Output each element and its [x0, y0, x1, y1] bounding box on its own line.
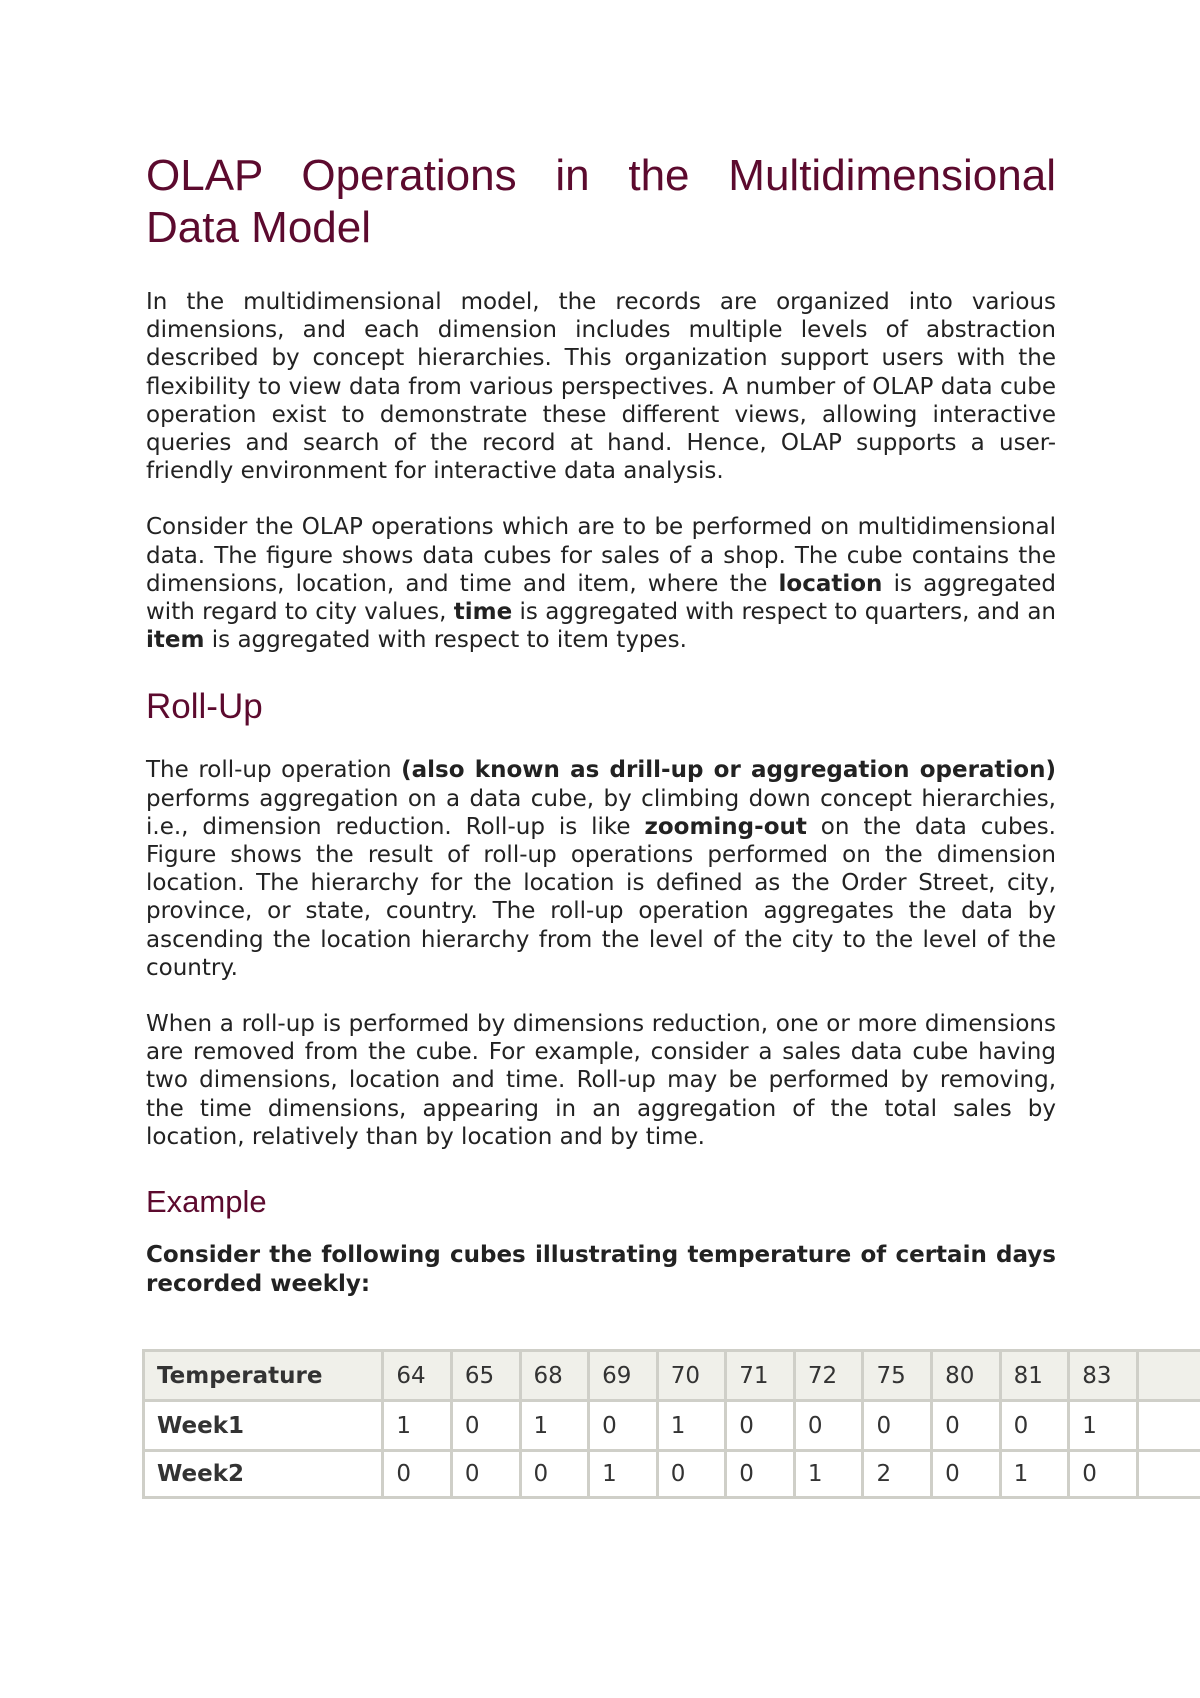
table-cell: 0: [381, 1449, 450, 1499]
table-cell-overflow: [1136, 1399, 1200, 1449]
table-cell: 1: [381, 1399, 450, 1449]
rollup-paragraph-1: [146, 756, 1056, 982]
intro-p2-text-b: is aggregated with regard to city values,: [146, 570, 1056, 626]
table-header-cell: 69: [587, 1349, 656, 1399]
intro-p2-item-term: item: [146, 627, 205, 654]
intro-p2-text-a: Consider the OLAP operations which are to be performed on multidimensional data. The figure shows data cubes for sales of a shop. The cube contains the dimensions, location, and time and item, where the: [146, 514, 1056, 597]
table-cell: 0: [450, 1399, 519, 1449]
table-cell: 0: [1067, 1449, 1136, 1499]
table-header-cell: 68: [519, 1349, 588, 1399]
table-cell: 1: [656, 1399, 725, 1449]
rollup-p1-bold-zooming-out: zooming-out: [644, 813, 807, 840]
table-cell: 0: [450, 1449, 519, 1499]
temperature-table-body: [142, 1349, 1200, 1499]
table-cell: 0: [793, 1399, 862, 1449]
table-header-cell: 75: [861, 1349, 930, 1399]
table-row-label: Week2: [142, 1449, 381, 1499]
example-heading: Example: [146, 1184, 267, 1220]
rollup-heading: Roll-Up: [146, 687, 263, 727]
page-title: [146, 150, 1056, 254]
intro-p2-location-term: location: [778, 570, 883, 597]
intro-p2-time-term: time: [453, 599, 513, 626]
table-header-cell: 70: [656, 1349, 725, 1399]
table-cell: 0: [930, 1399, 999, 1449]
rollup-p1-text-c: on the data cubes. Figure shows the result of roll-up operations performed on the dimension location. The hierarchy for the location is defined as the Order Street, city, province, or state, country. The roll-up operation aggregates the data by ascending the location hierarchy from the level of the city to the level of the country.: [146, 813, 1056, 981]
page-title-line2: Data Model: [146, 203, 372, 252]
table-cell: 1: [999, 1449, 1068, 1499]
temperature-table-container: [142, 1349, 1200, 1514]
page-title-line1: OLAP Operations in the Multidimensional: [146, 151, 1056, 200]
intro-p2-text-c: is aggregated with respect to quarters, and an: [512, 599, 1056, 626]
table-row: [142, 1399, 1200, 1449]
table-header-cell: 80: [930, 1349, 999, 1399]
table-header-cell: 81: [999, 1349, 1068, 1399]
table-header-cell: 65: [450, 1349, 519, 1399]
table-row-label: Week1: [142, 1399, 381, 1449]
document-content: [146, 150, 1056, 1299]
rollup-p1-text-b: performs aggregation on a data cube, by climbing down concept hierarchies, i.e., dimension reduction. Roll-up is like: [146, 785, 1056, 840]
rollup-p1-bold-aka: (also known as drill-up or aggregation operation): [401, 757, 1056, 784]
table-cell: 0: [999, 1399, 1068, 1449]
table-cell: 1: [587, 1449, 656, 1499]
temperature-table: [142, 1349, 1200, 1499]
table-cell: 0: [930, 1449, 999, 1499]
intro-p2-text-d: is aggregated with respect to item types.: [204, 627, 687, 654]
intro-paragraph-2: [146, 513, 1056, 654]
table-cell: 2: [861, 1449, 930, 1499]
table-header-cell-overflow: [1136, 1349, 1200, 1399]
table-cell: 0: [861, 1399, 930, 1449]
rollup-paragraph-2: When a roll-up is performed by dimensions reduction, one or more dimensions are removed from the cube. For example, consider a sales data cube having two dimensions, location and time. Roll-up may be performed by removing, the time dimensions, appearing in an aggregation of the total sales by location, relatively than by location and by time.: [146, 1011, 1056, 1150]
table-header-cell: 71: [724, 1349, 793, 1399]
rollup-p1-text-a: The roll-up operation: [146, 757, 402, 784]
table-cell: 0: [724, 1449, 793, 1499]
table-cell: 1: [1067, 1399, 1136, 1449]
table-cell: 0: [656, 1449, 725, 1499]
table-cell: 0: [587, 1399, 656, 1449]
table-header-cell: 72: [793, 1349, 862, 1399]
table-row: [142, 1449, 1200, 1499]
table-cell-overflow: [1136, 1449, 1200, 1499]
table-cell: 0: [519, 1449, 588, 1499]
example-lead: Consider the following cubes illustrating temperature of certain days recorded weekly:: [146, 1242, 1056, 1298]
intro-paragraph-1: In the multidimensional model, the records are organized into various dimensions, and each dimension includes multiple levels of abstraction described by concept hierarchies. This organization support users with the flexibility to view data from various perspectives. A number of OLAP data cube operation exist to demonstrate these different views, allowing interactive queries and search of the record at hand. Hence, OLAP supports a user-friendly environment for interactive data analysis.: [146, 289, 1056, 485]
table-header-row: [142, 1349, 1200, 1399]
table-header-cell: 64: [381, 1349, 450, 1399]
table-header-cell: 83: [1067, 1349, 1136, 1399]
table-cell: 1: [519, 1399, 588, 1449]
table-cell: 1: [793, 1449, 862, 1499]
table-header-label: Temperature: [142, 1349, 381, 1399]
table-cell: 0: [724, 1399, 793, 1449]
